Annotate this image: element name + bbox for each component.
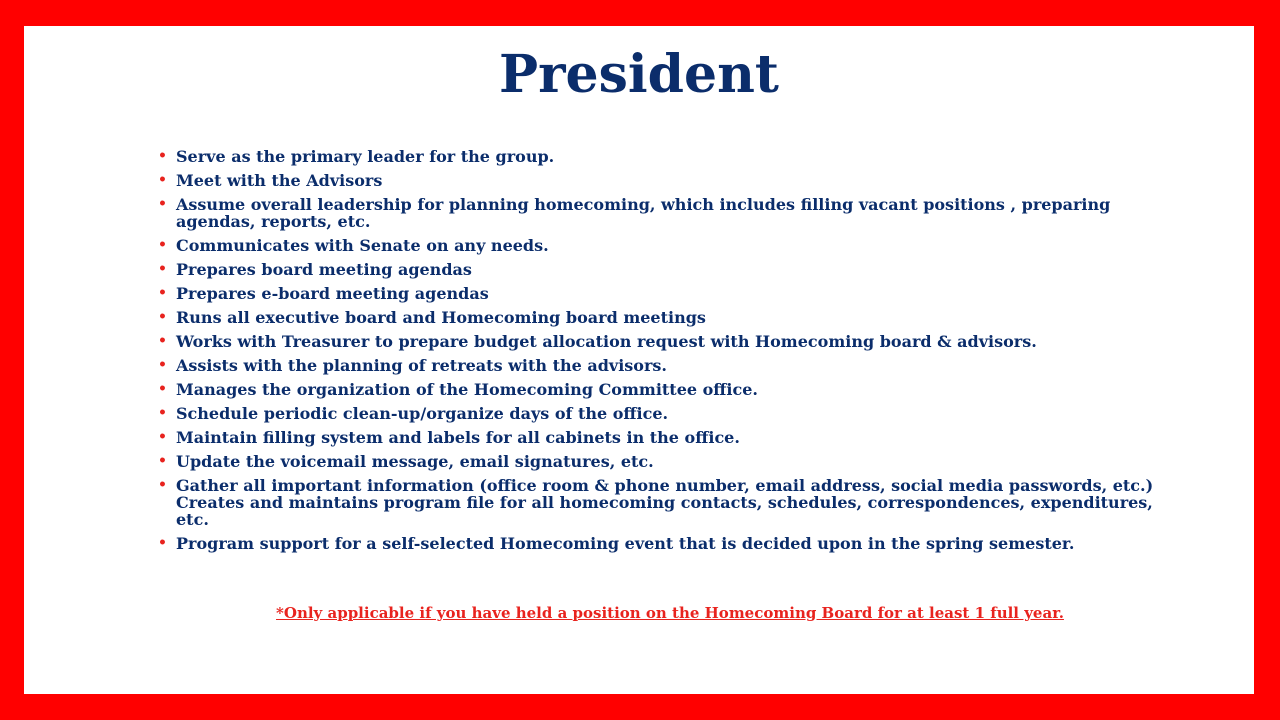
list-item: • Serve as the primary leader for the group. [158,148,1158,165]
slide [24,26,1254,694]
list-item: • Schedule periodic clean-up/organize days of the office. [158,405,1158,422]
slide-title: President [499,44,779,105]
list-item: • Works with Treasurer to prepare budget allocation request with Homecoming board & advisors. [158,333,1158,350]
list-item: • Prepares e-board meeting agendas [158,285,1158,302]
list-item: • Program support for a self-selected Homecoming event that is decided upon in the spring semester. [158,535,1158,552]
list-item: • Manages the organization of the Homecoming Committee office. [158,381,1158,398]
list-item: • Assume overall leadership for planning homecoming, which includes filling vacant positions , preparing agendas, reports, etc. [158,196,1158,230]
list-item: • Gather all important information (office room & phone number, email address, social media passwords, etc.) Creates and maintains program file for all homecoming contacts, schedules, correspondences, expenditures, etc. [158,477,1158,528]
list-item: • Assists with the planning of retreats with the advisors. [158,357,1158,374]
list-item: • Maintain filling system and labels for all cabinets in the office. [158,429,1158,446]
eligibility-footnote: *Only applicable if you have held a position on the Homecoming Board for at least 1 full year. [276,604,1064,622]
list-item: • Prepares board meeting agendas [158,261,1158,278]
list-item: • Runs all executive board and Homecoming board meetings [158,309,1158,326]
list-item: • Communicates with Senate on any needs. [158,237,1158,254]
responsibilities-list [158,148,1158,559]
list-item: • Meet with the Advisors [158,172,1158,189]
list-item: • Update the voicemail message, email signatures, etc. [158,453,1158,470]
